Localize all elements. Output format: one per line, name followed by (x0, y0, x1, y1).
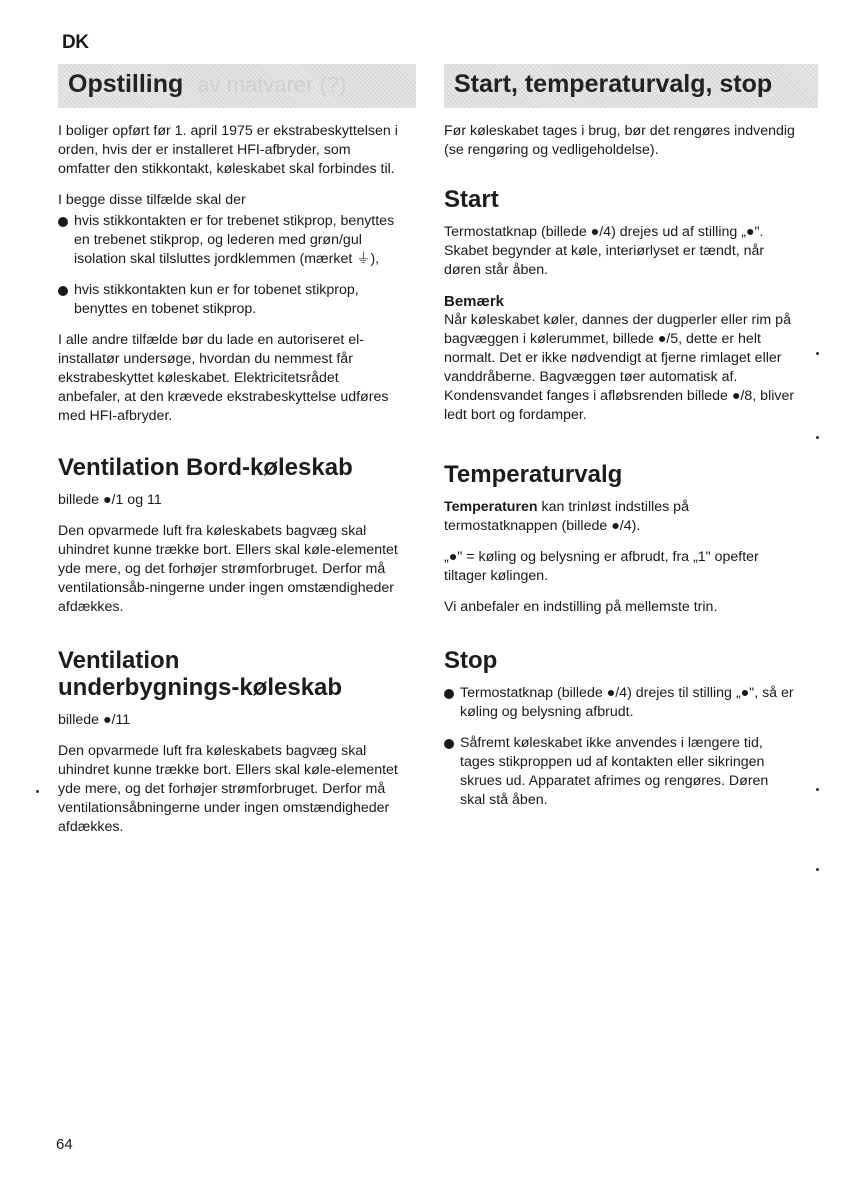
page-number: 64 (56, 1136, 73, 1153)
section-heading: Start (444, 186, 499, 213)
subheading: Bemærk (444, 293, 505, 310)
banner-faint-text: av matvarer (?) (197, 72, 347, 97)
section-heading: Ventilation Bord-køleskab (58, 454, 353, 481)
paragraph: I begge disse tilfælde skal der (58, 192, 246, 208)
figure-reference: billede ●/1 og 11 (58, 492, 162, 508)
section-banner-right (444, 64, 818, 108)
list-item: hvis stikkontakten er for trebenet stikprop, benyttes en trebenet stikprop, og lederen med grøn/gul isolation skal tilsluttes jordklemmen (mærket ⏚), (58, 212, 404, 269)
left-column (58, 122, 404, 849)
paragraph: „●" = køling og belysning er afbrudt, fra „1" opefter tiltager kølingen. (444, 549, 759, 584)
paragraph (444, 498, 796, 536)
bold-lead: Temperaturen (444, 499, 538, 515)
paragraph: Før køleskabet tages i brug, bør det rengøres indvendig (se rengøring og vedligeholdelse). (444, 123, 795, 158)
paragraph: I alle andre tilfælde bør du lade en autoriseret el-installatør undersøge, hvordan du nemmest får ekstrabeskyttet køleskabet. Elektricitetsrådet anbefaler, at den krævede ekstrabeskyttelse udføres med HFI-afbryder. (58, 332, 389, 424)
scan-speck (816, 868, 819, 871)
banner-title: Start, temperaturvalg, stop (454, 70, 773, 98)
scan-speck (816, 436, 819, 439)
paragraph: Vi anbefaler en indstilling på mellemste trin. (444, 599, 718, 615)
section-heading: Stop (444, 647, 498, 674)
list-item: hvis stikkontakten kun er for tobenet stikprop, benyttes en tobenet stikprop. (58, 281, 404, 319)
scan-speck (816, 788, 819, 791)
paragraph: Den opvarmede luft fra køleskabets bagvæg skal uhindret kunne trække bort. Ellers skal køle-elementet yde mere, og det forhøjer strømforbruget. Derfor må ventilationsåbningerne under ingen omstændigheder afdækkes. (58, 743, 398, 835)
section-banner-left (58, 64, 416, 108)
bullet-list (444, 684, 796, 810)
paragraph: Den opvarmede luft fra køleskabets bagvæg skal uhindret kunne trække bort. Ellers skal køle-elementet yde mere, og det forhøjer strømforbruget. Derfor må ventilationsåb-ningerne under ingen omstændigheder afdækkes. (58, 523, 398, 615)
scan-speck (816, 352, 819, 355)
figure-reference: billede ●/11 (58, 712, 131, 728)
language-code: DK (62, 32, 89, 53)
paragraph: I boliger opført før 1. april 1975 er ekstrabeskyttelsen i orden, hvis der er installeret HFI-afbryder, som omfatter den stikkontakt, køleskabet skal forbindes til. (58, 123, 398, 177)
list-item: Såfremt køleskabet ikke anvendes i længere tid, tages stikproppen ud af kontakten eller sikringen skrues ud. Apparatet afrimes og rengøres. Døren skal stå åben. (444, 734, 796, 810)
scan-speck (36, 790, 39, 793)
section-heading: Ventilation underbygnings-køleskab (58, 647, 343, 701)
list-item: Termostatknap (billede ●/4) drejes til stilling „●", så er køling og belysning afbrudt. (444, 684, 796, 722)
banner-title: Opstilling (68, 70, 184, 98)
paragraph: Termostatknap (billede ●/4) drejes ud af stilling „●". Skabet begynder at køle, interiørlyset er tændt, når døren står åben. (444, 224, 765, 278)
text: kan trinløst indstilles på termostatknappen (billede ●/4). (444, 499, 689, 534)
paragraph: Når køleskabet køler, dannes der dugperler eller rim på bagvæggen i kølerummet, billede ●/5, dette er helt normalt. Det er ikke nødvendigt at fjerne rimlaget eller vanddråberne. Bagvæggen tøer automatisk af. Kondensvandet fanges i afløbsrenden billede ●/8, bliver ledt bort og fordamper. (444, 312, 795, 423)
right-column (444, 122, 796, 822)
bullet-list (58, 212, 404, 319)
section-heading: Temperaturvalg (444, 461, 623, 488)
